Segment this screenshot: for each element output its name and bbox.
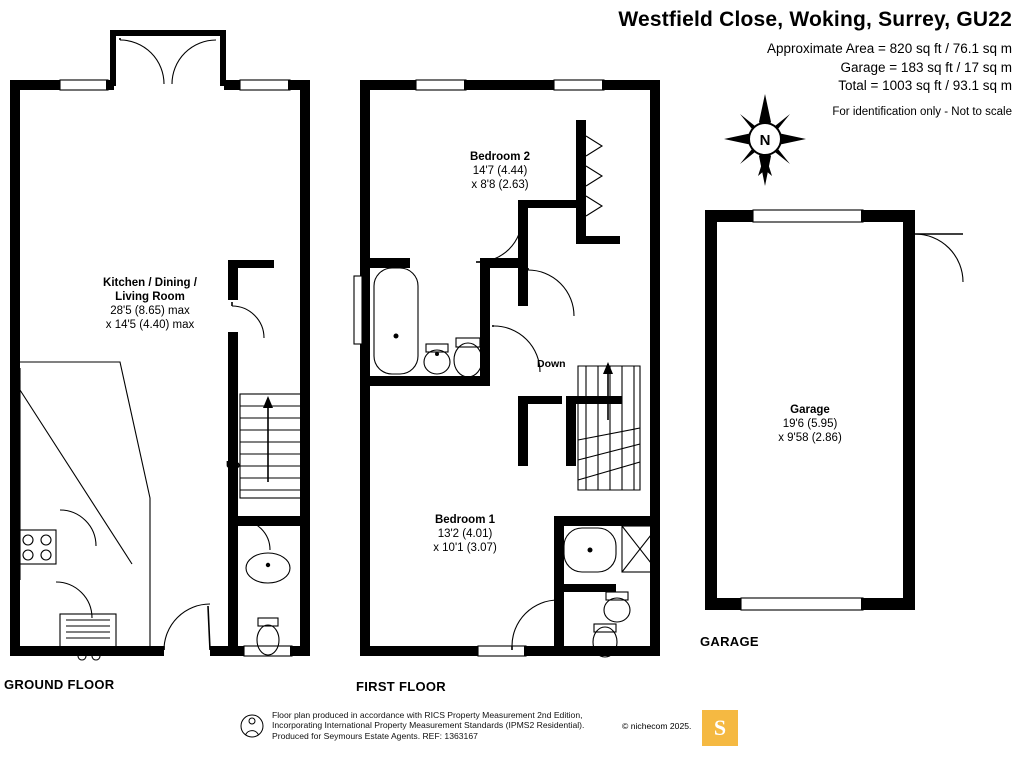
ground-floor-plan (0, 20, 340, 685)
room-dim-kitchen-1: 28'5 (8.65) max (110, 305, 190, 317)
room-dim-kitchen-2: x 14'5 (4.40) max (105, 319, 195, 331)
footer-copyright: © nichecom 2025. (622, 721, 692, 731)
room-dim-garage-1: 19'6 (5.95) (782, 418, 838, 430)
ground-floor-label: GROUND FLOOR (4, 677, 115, 692)
footer-line-2: Incorporating International Property Measurement Standards (IPMS2 Residential). (272, 720, 585, 731)
room-dim-bedroom2-1: 14'7 (4.44) (472, 165, 528, 177)
first-floor-label: FIRST FLOOR (356, 679, 446, 694)
room-label-bedroom-2 (420, 150, 580, 192)
compass-rose-icon (722, 92, 808, 188)
room-name-garage: Garage (790, 404, 830, 416)
area-line-approx: Approximate Area = 820 sq ft / 76.1 sq m (766, 41, 1012, 56)
room-name-bedroom-1: Bedroom 1 (434, 514, 496, 526)
footer-line-1: Floor plan produced in accordance with RICS Property Measurement 2nd Edition, (272, 710, 583, 720)
stairs-up-label: Up (226, 459, 240, 471)
room-dim-garage-2: x 9'58 (2.86) (778, 432, 842, 444)
stairs-down-label: Down (537, 358, 566, 370)
logo-letter: S (713, 715, 727, 740)
person-info-icon (240, 712, 264, 740)
area-summary (767, 40, 1012, 96)
page-title: Westfield Close, Woking, Surrey, GU22 (618, 8, 1012, 31)
room-name-kitchen-line1: Kitchen / Dining / (103, 277, 197, 289)
footer-line-3: Produced for Seymours Estate Agents. REF: 1363167 (272, 730, 478, 741)
room-dim-bedroom2-2: x 8'8 (2.63) (471, 179, 529, 191)
area-line-garage: Garage = 183 sq ft / 17 sq m (840, 59, 1012, 75)
room-dim-bedroom1-2: x 10'1 (3.07) (433, 542, 497, 554)
first-floor-plan (350, 20, 690, 685)
compass-north-label: N (759, 132, 771, 149)
footer-text (272, 710, 584, 741)
area-line-total: Total = 1003 sq ft / 93.1 sq m (838, 78, 1012, 93)
garage-label: GARAGE (700, 634, 759, 649)
room-label-kitchen (60, 276, 240, 332)
room-label-garage (730, 403, 890, 445)
room-label-bedroom-1 (385, 513, 545, 555)
seymours-logo (702, 710, 738, 746)
room-name-bedroom-2: Bedroom 2 (469, 151, 531, 163)
room-name-kitchen-line2: Living Room (115, 291, 185, 303)
disclaimer-text: For identification only - Not to scale (832, 106, 1012, 118)
room-dim-bedroom1-1: 13'2 (4.01) (437, 528, 493, 540)
